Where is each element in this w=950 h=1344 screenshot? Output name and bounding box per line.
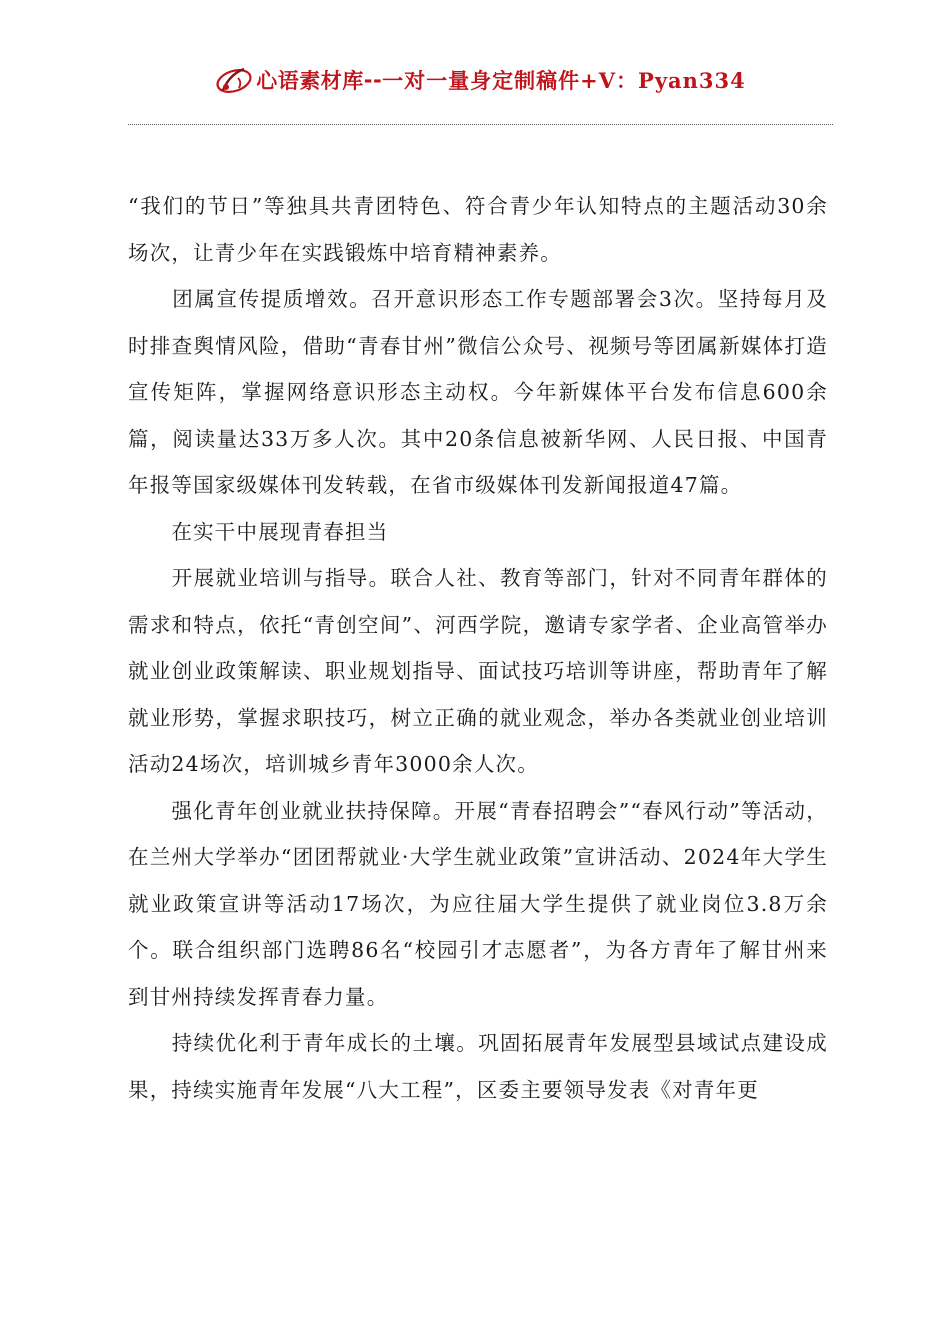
section-heading: 在实干中展现青春担当 (128, 519, 389, 544)
document-body (128, 183, 828, 1113)
header-slogan: 一对一量身定制稿件+V：Pyan334 (382, 68, 746, 93)
header-separator: -- (363, 68, 383, 92)
paragraph: 持续优化利于青年成长的土壤。巩固拓展青年发展型县域试点建设成果，持续实施青年发展“八大工程”，区委主要领导发表《对青年更 (128, 1031, 828, 1102)
paragraph: 开展就业培训与指导。联合人社、教育等部门，针对不同青年群体的需求和特点，依托“青创空间”、河西学院，邀请专家学者、企业高管举办就业创业政策解读、职业规划指导、面试技巧培训等讲座，帮助青年了解就业形势，掌握求职技巧，树立正确的就业观念，举办各类就业创业培训活动24场次，培训城乡青年3000余人次。 (128, 566, 828, 776)
paragraph: 强化青年创业就业扶持保障。开展“青春招聘会”“春风行动”等活动，在兰州大学举办“团团帮就业·大学生就业政策”宣讲活动、2024年大学生就业政策宣讲等活动17场次，为应往届大学生提供了就业岗位3.8万余个。联合组织部门选聘86名“校园引才志愿者”，为各方青年了解甘州来到甘州持续发挥青春力量。 (128, 798, 828, 1009)
paragraph: “我们的节日”等独具共青团特色、符合青少年认知特点的主题活动30余场次，让青少年在实践锻炼中培育精神素养。 (128, 194, 828, 265)
paragraph: 团属宣传提质增效。召开意识形态工作专题部署会3次。坚持每月及时排查舆情风险，借助“青春甘州”微信公众号、视频号等团属新媒体打造宣传矩阵，掌握网络意识形态主动权。今年新媒体平台发布信息600余篇，阅读量达33万多人次。其中20条信息被新华网、人民日报、中国青年报等国家级媒体刊发转载，在省市级媒体刊发新闻报道47篇。 (128, 287, 828, 497)
header-divider (128, 124, 833, 125)
brand-name: 心语素材库 (256, 69, 364, 93)
page-header (128, 58, 832, 102)
brand-logo-icon (214, 60, 254, 100)
